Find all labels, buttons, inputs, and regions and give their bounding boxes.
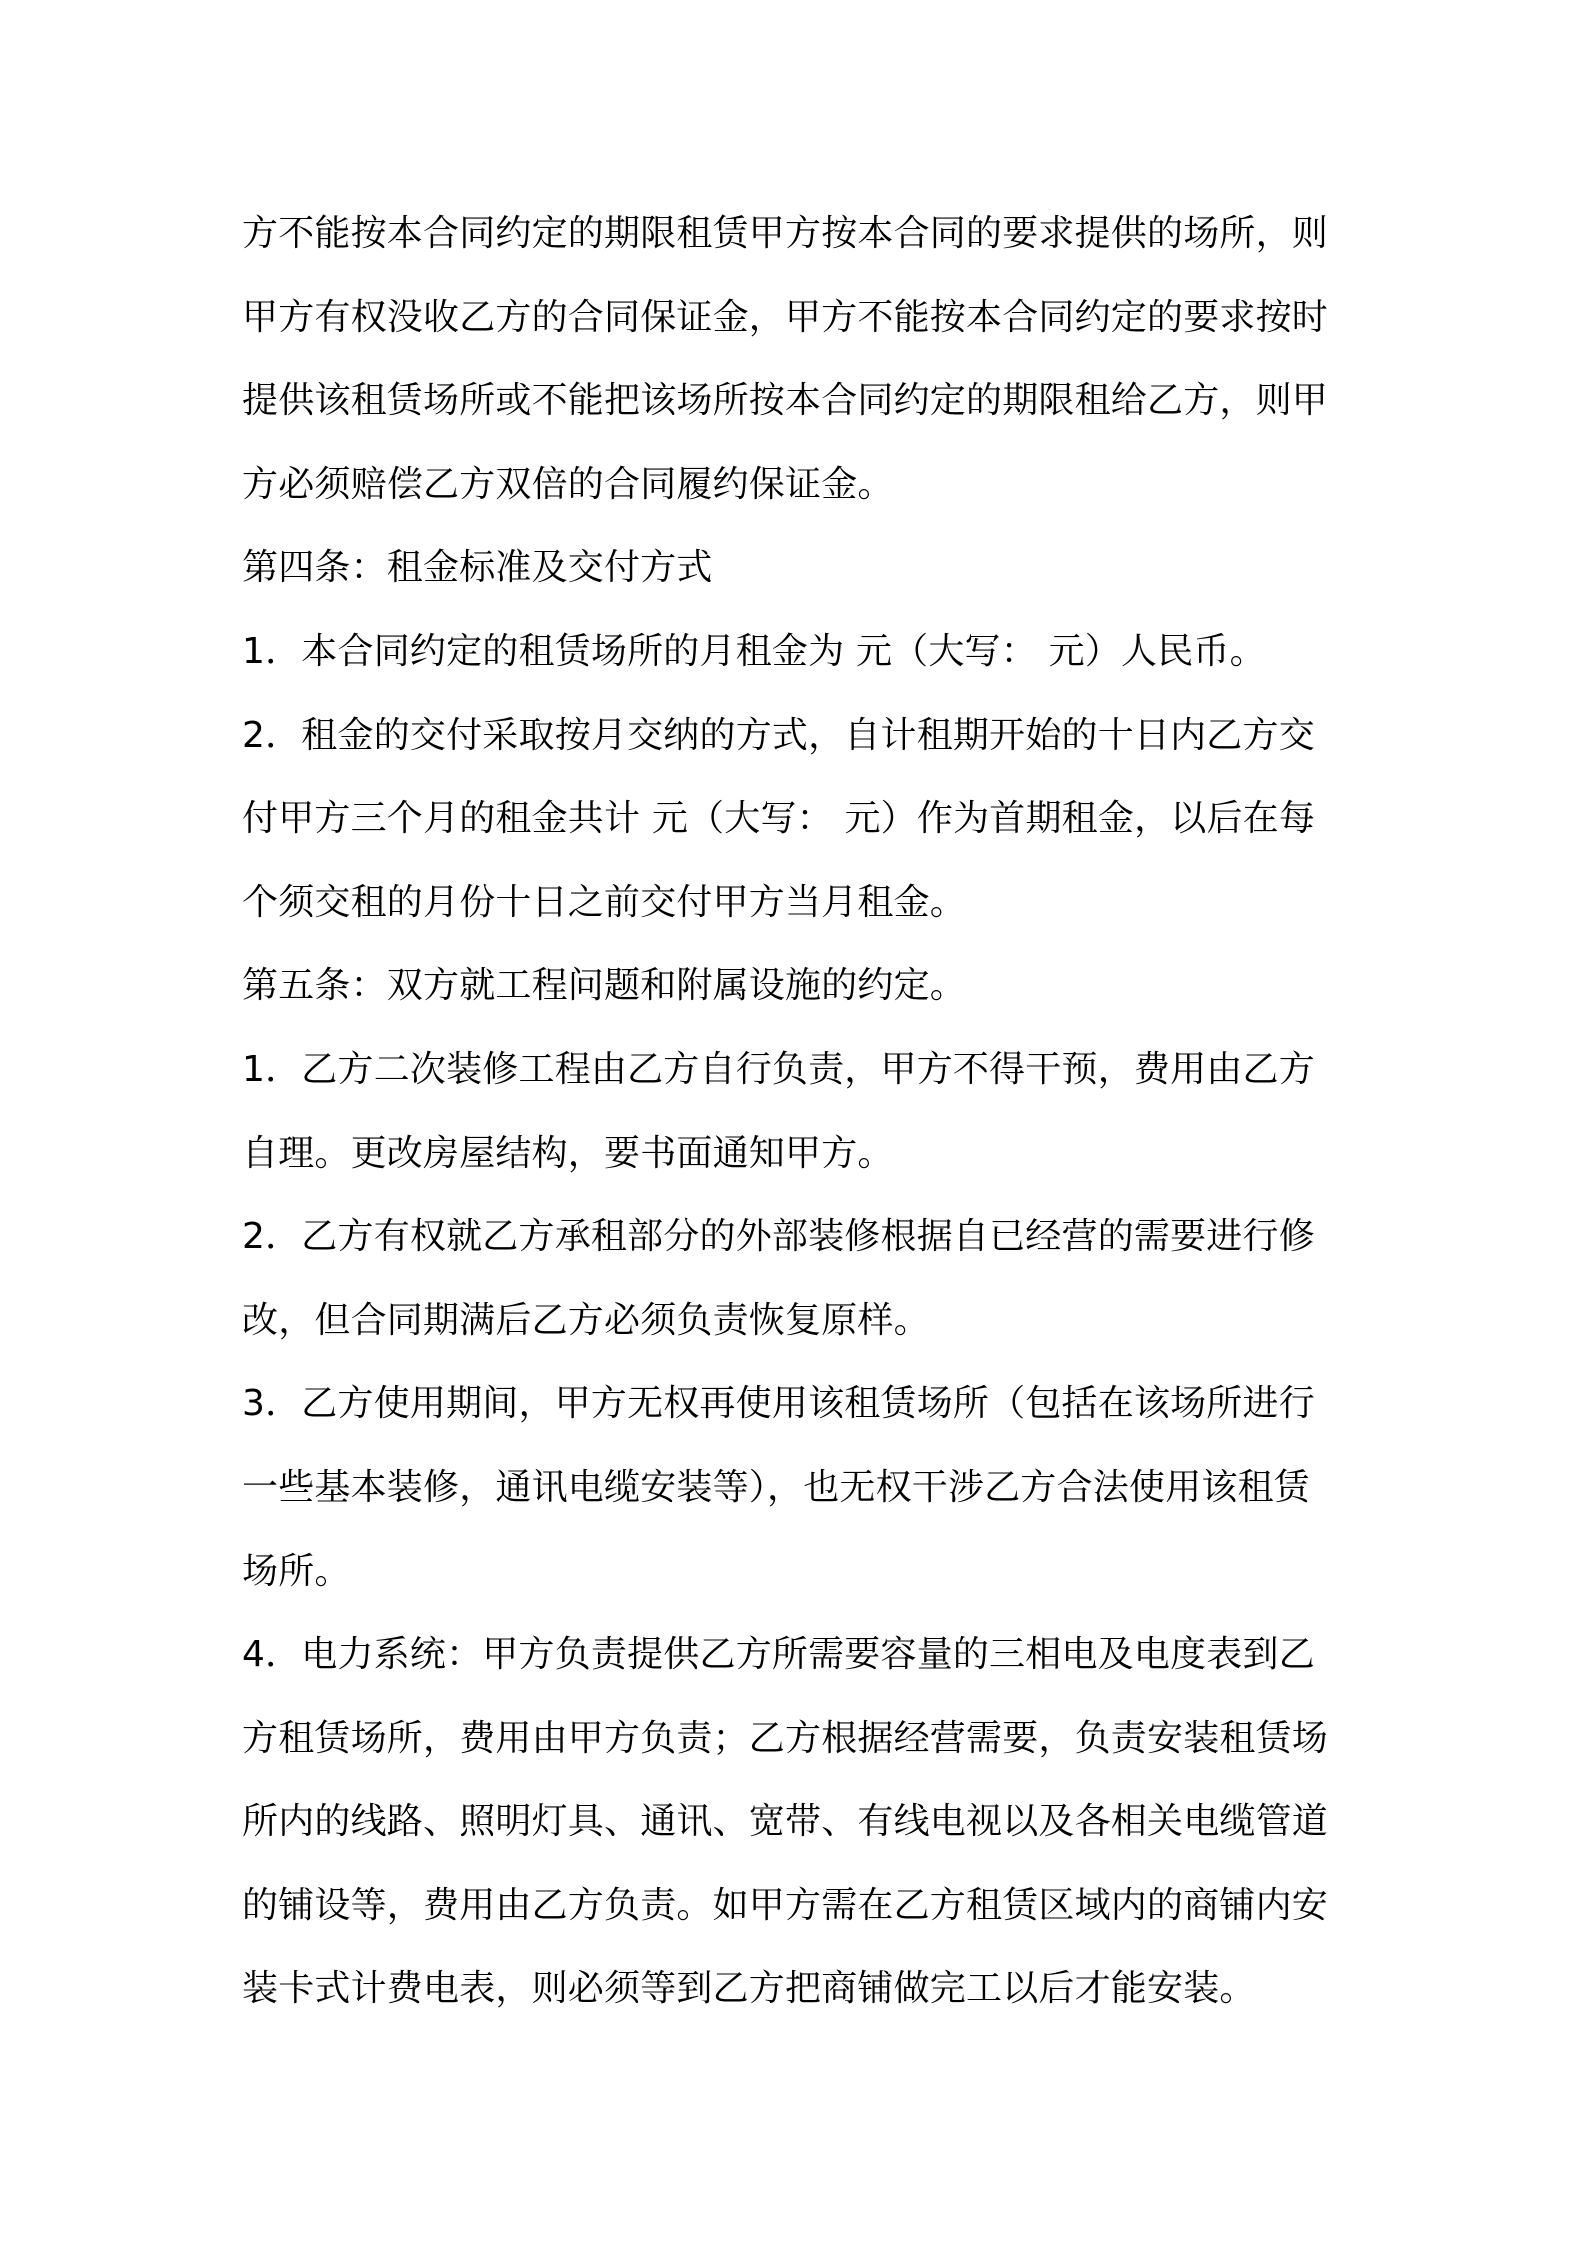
text-line: 所内的线路、照明灯具、通讯、宽带、有线电视以及各相关电缆管道 <box>242 1801 1329 1843</box>
text-line: 付甲方三个月的租金共计 元（大写： 元）作为首期租金，以后在每 <box>242 798 1316 840</box>
text-line: 2．租金的交付采取按月交纳的方式，自计租期开始的十日内乙方交 <box>242 714 1315 756</box>
text-line: 方租赁场所，费用由甲方负责；乙方根据经营需要，负责安装租赁场 <box>242 1717 1329 1759</box>
text-line: 3．乙方使用期间，甲方无权再使用该租赁场所（包括在该场所进行 <box>242 1383 1315 1425</box>
text-line: 装卡式计费电表，则必须等到乙方把商铺做完工以后才能安装。 <box>242 1968 1256 2010</box>
section-heading: 第四条：租金标准及交付方式 <box>242 547 713 589</box>
text-line: 甲方有权没收乙方的合同保证金，甲方不能按本合同约定的要求按时 <box>242 296 1329 338</box>
text-line: 自理。更改房屋结构，要书面通知甲方。 <box>242 1132 894 1174</box>
text-line: 提供该租赁场所或不能把该场所按本合同约定的期限租给乙方，则甲 <box>242 380 1329 422</box>
document-body <box>242 192 1358 2031</box>
text-line: 4．电力系统：甲方负责提供乙方所需要容量的三相电及电度表到乙 <box>242 1634 1315 1676</box>
text-line: 改，但合同期满后乙方必须负责恢复原样。 <box>242 1299 930 1341</box>
text-line: 方不能按本合同约定的期限租赁甲方按本合同的要求提供的场所，则 <box>242 213 1329 254</box>
text-line: 场所。 <box>242 1550 351 1592</box>
text-line: 方必须赔偿乙方双倍的合同履约保证金。 <box>242 463 894 505</box>
text-line: 1．本合同约定的租赁场所的月租金为 元（大写： 元）人民币。 <box>242 630 1266 672</box>
section-heading: 第五条：双方就工程问题和附属设施的约定。 <box>242 965 967 1007</box>
text-line: 一些基本装修，通讯电缆安装等），也无权干涉乙方合法使用该租赁 <box>242 1466 1311 1508</box>
text-line: 2．乙方有权就乙方承租部分的外部装修根据自已经营的需要进行修 <box>242 1216 1315 1258</box>
text-line: 的铺设等，费用由乙方负责。如甲方需在乙方租赁区域内的商铺内安 <box>242 1884 1329 1926</box>
text-line: 个须交租的月份十日之前交付甲方当月租金。 <box>242 881 967 923</box>
text-line: 1．乙方二次装修工程由乙方自行负责，甲方不得干预，费用由乙方 <box>242 1048 1315 1090</box>
